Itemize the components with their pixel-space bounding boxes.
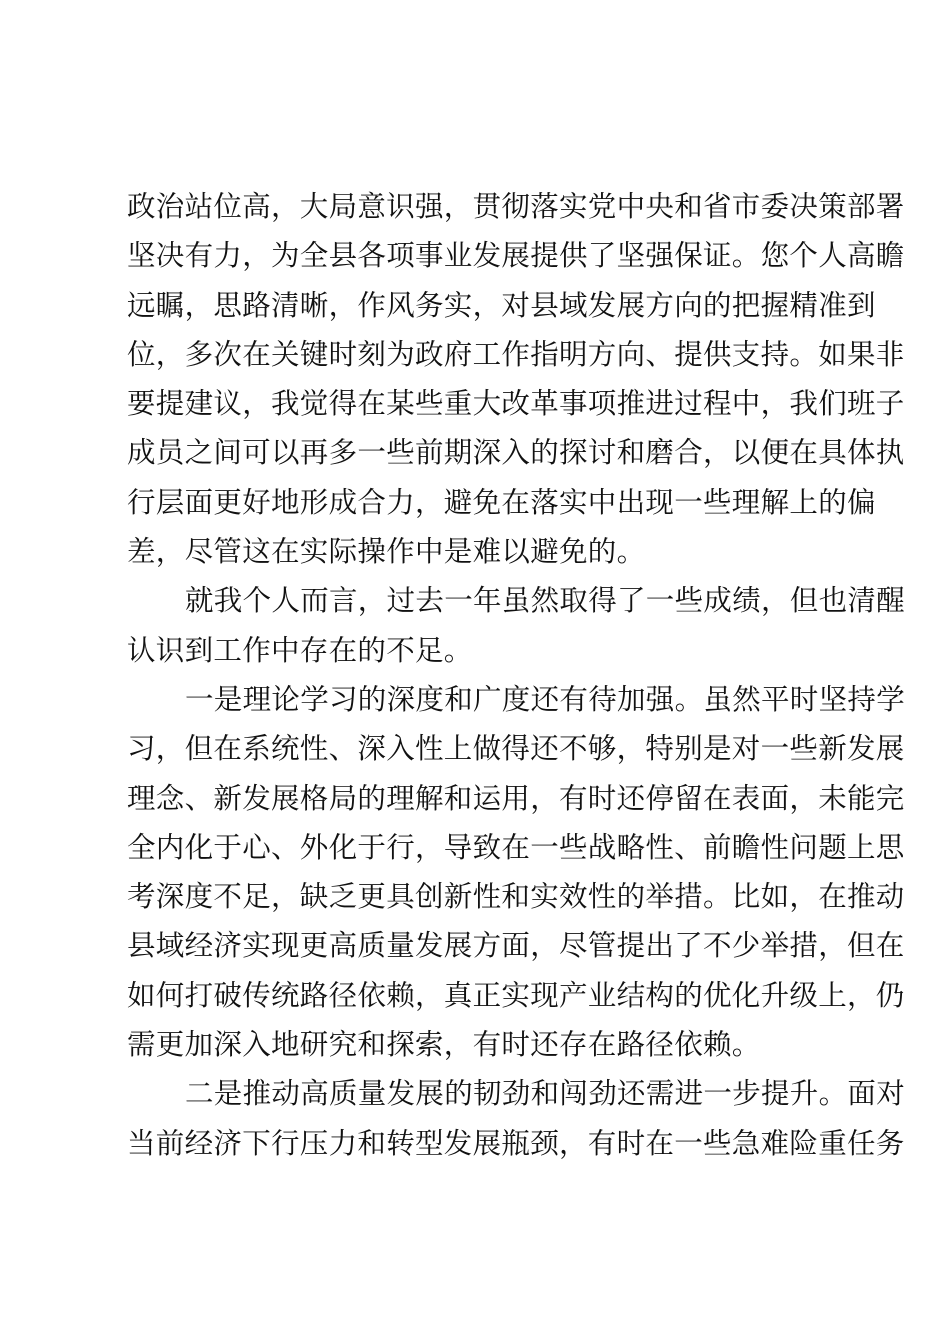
text-line: 远瞩，思路清晰，作风务实，对县域发展方向的把握精准到 (127, 288, 876, 322)
paragraph-start-line: 二是推动高质量发展的韧劲和闯劲还需进一步提升。面对 (185, 1077, 906, 1111)
text-line: 习，但在系统性、深入性上做得还不够，特别是对一些新发展 (127, 732, 905, 766)
text-line: 要提建议，我觉得在某些重大改革事项推进过程中，我们班子 (127, 387, 905, 421)
text-line: 考深度不足，缺乏更具创新性和实效性的举措。比如，在推动 (127, 880, 905, 914)
text-line: 理念、新发展格局的理解和运用，有时还停留在表面，未能完 (127, 781, 905, 815)
text-line: 认识到工作中存在的不足。 (127, 633, 473, 667)
text-line: 行层面更好地形成合力，避免在落实中出现一些理解上的偏 (127, 485, 876, 519)
text-line: 县域经济实现更高质量发展方面，尽管提出了不少举措，但在 (127, 929, 905, 963)
paragraph-start-line: 一是理论学习的深度和广度还有待加强。虽然平时坚持学 (185, 682, 906, 716)
text-line: 成员之间可以再多一些前期深入的探讨和磨合，以便在具体执 (127, 436, 905, 470)
document-body (127, 182, 906, 1168)
paragraph-start-line: 就我个人而言，过去一年虽然取得了一些成绩，但也清醒 (185, 584, 906, 618)
text-line: 坚决有力，为全县各项事业发展提供了坚强保证。您个人高瞻 (127, 239, 905, 273)
text-line: 差，尽管这在实际操作中是难以避免的。 (127, 535, 646, 569)
text-line: 如何打破传统路径依赖，真正实现产业结构的优化升级上，仍 (127, 978, 905, 1012)
text-line: 当前经济下行压力和转型发展瓶颈，有时在一些急难险重任务 (127, 1126, 905, 1160)
text-line: 位，多次在关键时刻为政府工作指明方向、提供支持。如果非 (127, 337, 905, 371)
text-line: 政治站位高，大局意识强，贯彻落实党中央和省市委决策部署 (127, 190, 905, 223)
text-line: 需更加深入地研究和探索，有时还存在路径依赖。 (127, 1028, 761, 1062)
text-line: 全内化于心、外化于行，导致在一些战略性、前瞻性问题上思 (127, 830, 905, 864)
